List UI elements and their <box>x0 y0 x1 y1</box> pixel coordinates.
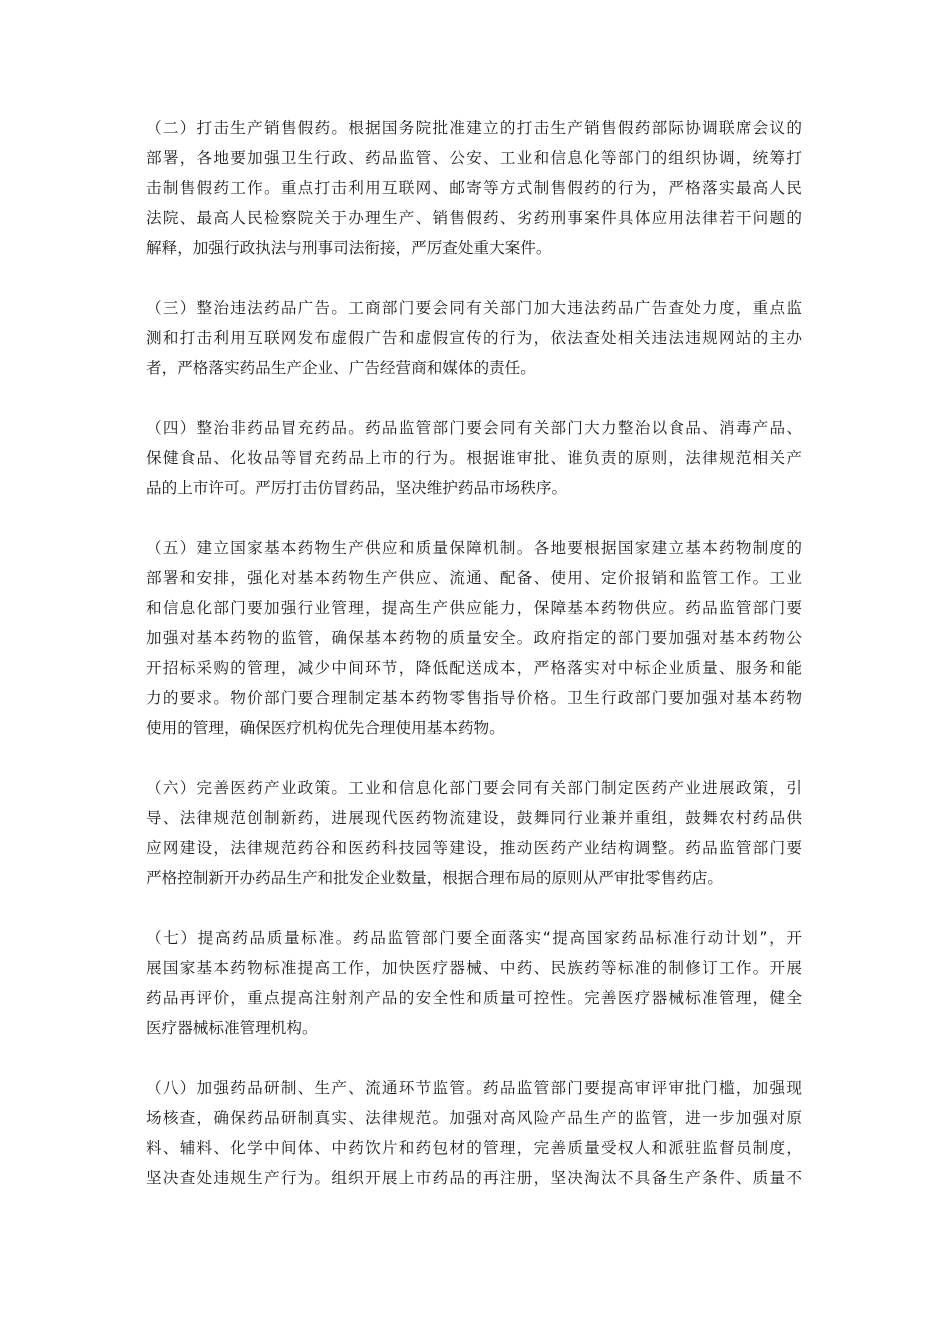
paragraph-6 <box>146 773 802 893</box>
text-line: 使用的管理，确保医疗机构优先合理使用基本药物。 <box>146 719 505 737</box>
text-line: 和信息化部门要加强行业管理，提高生产供应能力，保障基本药物供应。药品监管部门要 <box>146 599 802 617</box>
text-line: 加强对基本药物的监管，确保基本药物的质量安全。政府指定的部门要加强对基本药物公 <box>146 629 802 647</box>
text-line: （四）整治非药品冒充药品。药品监管部门要会同有关部门大力整治以食品、消毒产品、 <box>146 419 802 437</box>
text-line: 部署和安排，强化对基本药物生产供应、流通、配备、使用、定价报销和监管工作。工业 <box>146 569 802 587</box>
paragraph-7 <box>146 923 802 1043</box>
paragraph-8 <box>146 1073 802 1193</box>
text-line: （六）完善医药产业政策。工业和信息化部门要会同有关部门制定医药产业进展政策，引 <box>146 779 802 797</box>
paragraph-4 <box>146 413 802 503</box>
paragraph-2 <box>146 113 802 263</box>
text-line: 击制售假药工作。重点打击利用互联网、邮寄等方式制售假药的行为，严格落实最高人民 <box>146 179 802 197</box>
text-line: 者，严格落实药品生产企业、广告经营商和媒体的责任。 <box>146 359 536 377</box>
text-line: 品的上市许可。严厉打击仿冒药品，坚决维护药品市场秩序。 <box>146 479 568 497</box>
text-line: （二）打击生产销售假药。根据国务院批准建立的打击生产销售假药部际协调联席会议的 <box>146 119 802 137</box>
text-line: 坚决查处违规生产行为。组织开展上市药品的再注册，坚决淘汰不具备生产条件、质量不 <box>146 1169 802 1187</box>
text-line: 料、辅料、化学中间体、中药饮片和药包材的管理，完善质量受权人和派驻监督员制度， <box>146 1139 802 1157</box>
text-line: 法院、最高人民检察院关于办理生产、销售假药、劣药刑事案件具体应用法律若干问题的 <box>146 209 802 227</box>
text-line: 导、法律规范创制新药，进展现代医药物流建设，鼓舞同行业兼并重组，鼓舞农村药品供 <box>146 809 802 827</box>
text-line: 开招标采购的管理，减少中间环节，降低配送成本，严格落实对中标企业质量、服务和能 <box>146 659 802 677</box>
text-line: 医疗器械标准管理机构。 <box>146 1019 318 1037</box>
text-line: 部署，各地要加强卫生行政、药品监管、公安、工业和信息化等部门的组织协调，统筹打 <box>146 149 802 167</box>
text-line: （八）加强药品研制、生产、流通环节监管。药品监管部门要提高审评审批门槛，加强现 <box>146 1079 802 1097</box>
text-line: （三）整治违法药品广告。工商部门要会同有关部门加大违法药品广告查处力度，重点监 <box>146 299 802 317</box>
paragraph-3 <box>146 293 802 383</box>
text-line: 场核查，确保药品研制真实、法律规范。加强对高风险产品生产的监管，进一步加强对原 <box>146 1109 802 1127</box>
text-line: （七）提高药品质量标准。药品监管部门要全面落实“提高国家药品标准行动计划”，开 <box>146 929 802 947</box>
text-line: 力的要求。物价部门要合理制定基本药物零售指导价格。卫生行政部门要加强对基本药物 <box>146 689 802 707</box>
text-line: 药品再评价，重点提高注射剂产品的安全性和质量可控性。完善医疗器械标准管理，健全 <box>146 989 802 1007</box>
paragraph-5 <box>146 533 802 743</box>
text-line: 测和打击利用互联网发布虚假广告和虚假宣传的行为，依法查处相关违法违规网站的主办 <box>146 329 802 347</box>
text-line: 解释，加强行政执法与刑事司法衔接，严厉查处重大案件。 <box>146 239 552 257</box>
text-line: （五）建立国家基本药物生产供应和质量保障机制。各地要根据国家建立基本药物制度的 <box>146 539 802 557</box>
text-line: 应网建设，法律规范药谷和医药科技园等建设，推动医药产业结构调整。药品监管部门要 <box>146 839 802 857</box>
document-body <box>146 113 802 1223</box>
text-line: 严格控制新开办药品生产和批发企业数量，根据合理布局的原则从严审批零售药店。 <box>146 869 723 887</box>
text-line: 保健食品、化妆品等冒充药品上市的行为。根据谁审批、谁负责的原则，法律规范相关产 <box>146 449 802 467</box>
text-line: 展国家基本药物标准提高工作，加快医疗器械、中药、民族药等标准的制修订工作。开展 <box>146 959 802 977</box>
